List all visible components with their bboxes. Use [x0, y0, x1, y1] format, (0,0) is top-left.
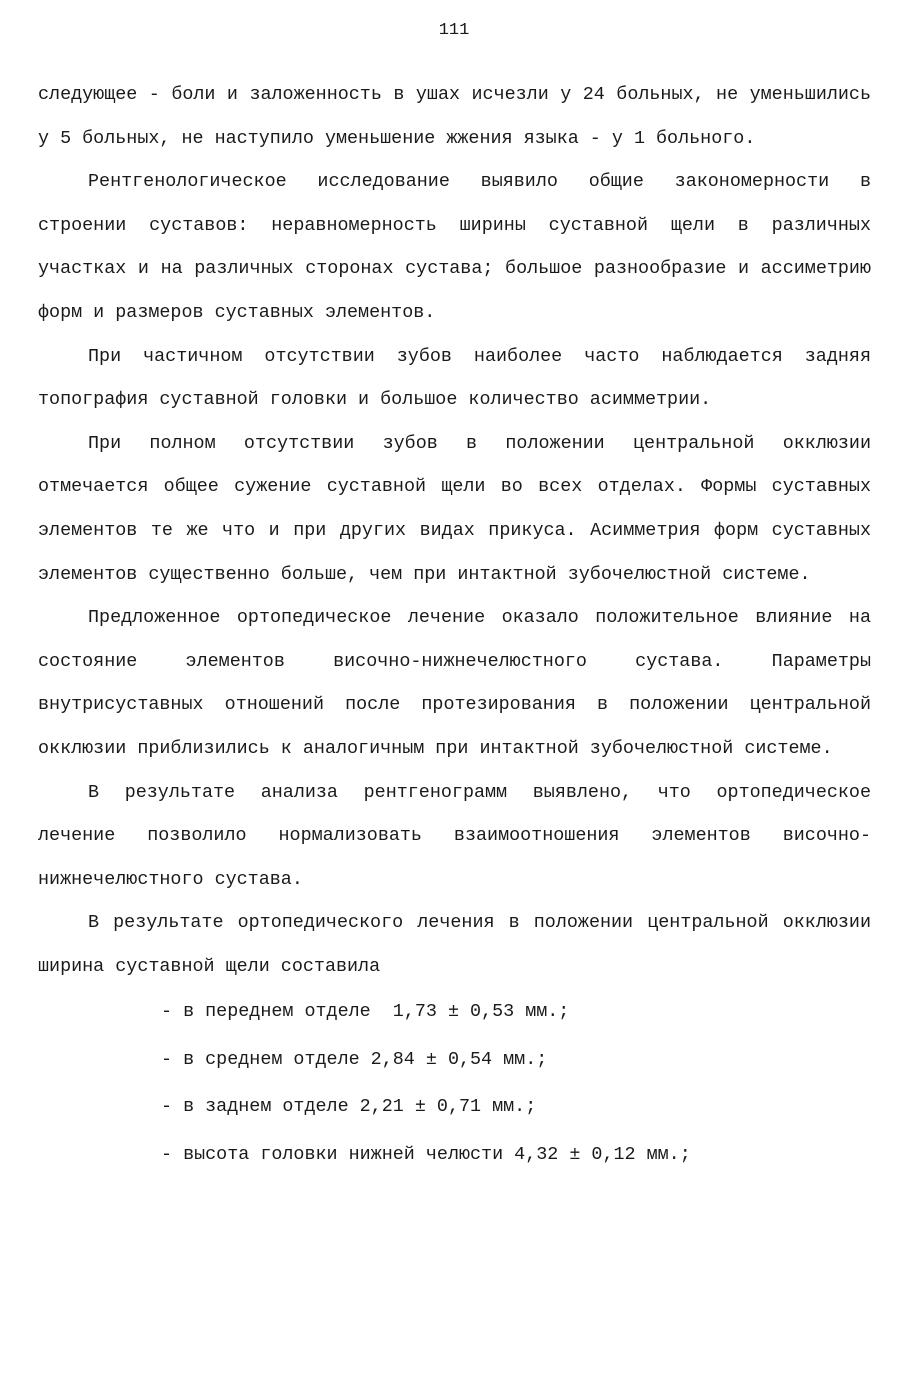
paragraph-7: В результате ортопедического лечения в положении центральной окклюзии ширина суставной щели составила	[38, 912, 871, 977]
paragraph-5: Предложенное ортопедическое лечение оказало положительное влияние на состояние элементов височно-нижнечелюстного сустава. Параметры внутрисуставных отношений после протезирования в положении центральной окклюзии приблизились к аналогичным при интактной зубочелюстной системе.	[38, 607, 871, 759]
paragraph-2: Рентгенологическое исследование выявило общие закономерности в строении суставов: неравномерность ширины суставной щели в различных участках и на различных сторонах сустава; большое разнообразие и ассиметрию форм и размеров суставных элементов.	[38, 171, 871, 323]
measurement-list	[38, 988, 871, 1178]
list-item: - в переднем отделе 1,73 ± 0,53 мм.;	[161, 1001, 570, 1023]
list-item: - в среднем отделе 2,84 ± 0,54 мм.;	[161, 1048, 548, 1070]
paragraph-6: В результате анализа рентгенограмм выявлено, что ортопедическое лечение позволило нормализовать взаимоотношения элементов височно-нижнечелюстного сустава.	[38, 781, 871, 890]
list-item: - в заднем отделе 2,21 ± 0,71 мм.;	[161, 1096, 537, 1118]
page-number: 111	[438, 21, 470, 40]
paragraph-4: При полном отсутствии зубов в положении центральной окклюзии отмечается общее сужение суставной щели во всех отделах. Формы суставных элементов те же что и при других видах прикуса. Асимметрия форм суставных элементов существенно больше, чем при интактной зубочелюстной системе.	[38, 432, 871, 585]
paragraph-1: следующее - боли и заложенность в ушах исчезли у 24 больных, не уменьшились у 5 больных, не наступило уменьшение жжения языка - у 1 больного.	[38, 84, 871, 149]
list-item: - высота головки нижней челюсти 4,32 ± 0,12 мм.;	[161, 1143, 691, 1165]
body-text	[38, 73, 871, 1178]
paragraph-3: При частичном отсутствии зубов наиболее часто наблюдается задняя топография суставной головки и большое количество асимметрии.	[38, 345, 871, 411]
